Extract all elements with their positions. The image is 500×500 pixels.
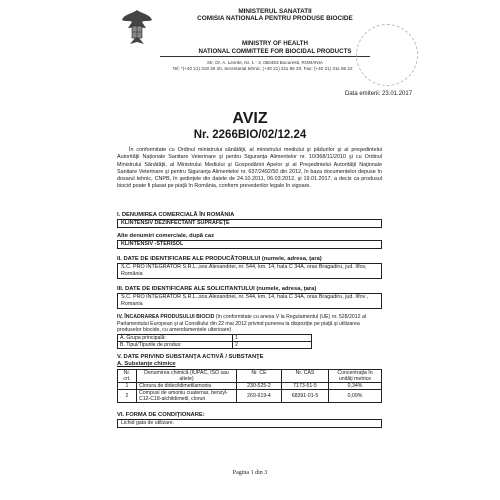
- section-2-title: II. DATE DE IDENTIFICARE ALE PRODUCĂTORULUI (numele, adresa, ţara): [117, 256, 322, 262]
- table-row: [118, 335, 312, 342]
- ministry-ro: MINISTERUL SANATATII: [238, 8, 312, 15]
- letterhead: [0, 0, 500, 80]
- table-cell: 1: [233, 335, 312, 342]
- section-6-title: VI. FORMA DE CONDIŢIONARE:: [117, 412, 205, 418]
- table-header: Nr. CE: [237, 370, 282, 383]
- table-cell: 0,09%: [329, 390, 382, 403]
- classification-table: [117, 334, 312, 349]
- section-5-subtitle: A. Substanţe chimice: [117, 361, 176, 367]
- table-header-row: [118, 370, 382, 383]
- table-cell: 0,34%: [329, 383, 382, 390]
- header-phone: Tel: *(+40 21) 318 36 20, Secretariat tehnic: (+40 21) 311 86 20; Fax: (+40 21) 311 86 22: [172, 66, 353, 71]
- section-4-note: (în conformitate cu anexa V la Regulamentul (UE) nr. 528/2012 al Parlamentului European şi al Consiliului din 22 mai 2012 privind punerea la dispoziţie pe piaţă şi utilizarea produselor biocide, cu amendamentele ulterioare): [117, 314, 367, 334]
- page-number: Pagina 1 din 3: [232, 470, 268, 476]
- table-row: [118, 342, 312, 349]
- table-cell: 7173-51-5: [282, 383, 329, 390]
- table-cell: 1: [118, 383, 137, 390]
- section-4-title: IV. ÎNCADRAREA PRODUSULUI BIOCID: [117, 314, 215, 320]
- table-header: Concentraţia în unităţi metrice: [329, 370, 382, 383]
- section-6-value: Lichid gata de utilizare.: [117, 419, 382, 428]
- alt-names-value: KLINTENSIV -STERISOL: [117, 240, 382, 249]
- section-3-title: III. DATE DE IDENTIFICARE ALE SOLICITANTULUI (numele, adresa, ţara): [117, 286, 317, 292]
- commission-en: NATIONAL COMMITTEE FOR BIOCIDAL PRODUCTS: [198, 48, 352, 55]
- document-title: AVIZ: [232, 110, 268, 127]
- table-cell: 2: [118, 390, 137, 403]
- section-4: [117, 314, 382, 334]
- table-cell: Compusi de amoniu cuaternar, benzyl-C12-C18-alchildimetil, cloruri: [137, 390, 237, 403]
- commission-ro: COMISIA NATIONALA PENTRU PRODUSE BIOCIDE: [197, 15, 353, 22]
- table-cell: 68391-01-5: [282, 390, 329, 403]
- table-header: Nr. CAS: [282, 370, 329, 383]
- table-header: Denumirea chimică (IUPAC, ISO sau altele): [137, 370, 237, 383]
- intro-paragraph: În conformitate cu Ordinul ministrului sănătăţii, al ministrului mediului şi pădurilor şi al preşedintelui Autorităţii Naţionale Sanitare Veterinare şi pentru Siguranţa Alimentelor nr. 10/368/11/2010 şi cu Ordinul Ministrului Sănătăţii, al Ministrului Mediului şi Gospodăririi Apelor şi al Preşedintelui Autorităţii Naţionale Sanitare Veterinare şi pentru Siguranţa Alimentelor nr. 637/2492/50 din 2012, în baza documentelor depuse în dosarul tehnic, CNPB, în şedinţele din datele de 24.10.2011, 06.03.2012, şi 19.01.2017, a decis ca produsul biocid poate fi plasat pe piaţă în România, conform prevederilor legale în vigoare.: [117, 147, 382, 190]
- table-header: Nr. crt.: [118, 370, 137, 383]
- table-cell: 269-919-4: [237, 390, 282, 403]
- table-cell: 230-525-2: [237, 383, 282, 390]
- section-1-value: KLINTENSIV DEZINFECTANT SUPRAFEŢE: [117, 219, 382, 228]
- header-address: Str. Dr. A. Leonte, Nr. 1 - 3, 050463 Bucuresti, ROMANIA: [207, 60, 323, 65]
- table-cell: A. Grupa principală:: [118, 335, 233, 342]
- section-1-title: I. DENUMIREA COMERCIALĂ ÎN ROMÂNIA: [117, 212, 235, 218]
- faint-stamp: [356, 24, 418, 86]
- issue-date: Data emiterii: 23.01.2017: [345, 91, 413, 97]
- table-row: [118, 390, 382, 403]
- romanian-coat-of-arms-icon: [120, 8, 154, 50]
- table-cell: 2: [233, 342, 312, 349]
- document-number: Nr. 2266BIO/02/12.24: [193, 129, 307, 141]
- section-2-value: S.C. PRO INTEGRATOR S.R.L.,sos.Alexandriei, nr. 544, km. 14, hala C 34A, oras Bragadiru, jud. Ilfov, România: [117, 263, 382, 279]
- ministry-en: MINISTRY OF HEALTH: [242, 40, 308, 47]
- table-cell: B. Tipul/Tipurile de produs:: [118, 342, 233, 349]
- header-divider: [160, 56, 370, 57]
- table-cell: Clorura de didecildimetilamoniu: [137, 383, 237, 390]
- section-3-value: S.C. PRO INTEGRATOR S.R.L.,sos.Alexandriei, nr. 544, km. 14, hala C 34A, oras Bragadiru, jud. Ilfov , Romania: [117, 293, 382, 309]
- section-5-title: V. DATE PRIVIND SUBSTANŢA ACTIVĂ / SUBSTANŢE: [117, 354, 264, 360]
- table-row: [118, 383, 382, 390]
- active-substances-table: [117, 369, 382, 403]
- alt-names-title: Alte denumiri comerciale, după caz: [117, 233, 214, 239]
